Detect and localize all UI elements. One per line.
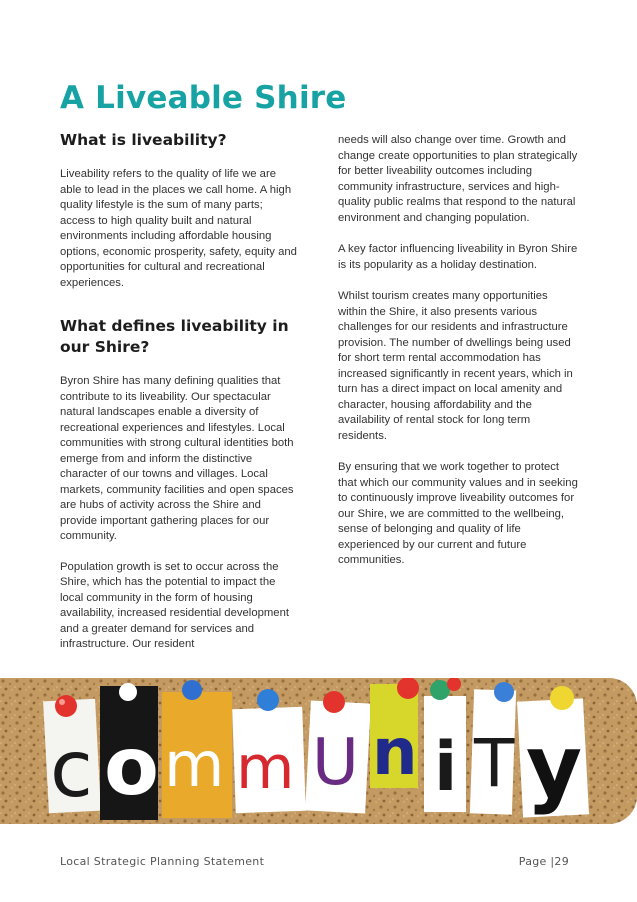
letter-card-m1: [162, 692, 232, 818]
page-title: A Liveable Shire: [60, 80, 347, 116]
paragraph: Liveability refers to the quality of life we are able to lead in the places we call home. A high quality lifestyle is the sum of many parts; access to high quality built and natural environments including affordable housing options, economic prosperity, safety, equity and opportunities for cultural and recreational experiences.: [60, 168, 297, 289]
letter-card-c: [43, 699, 101, 815]
svg-text:o: o: [104, 720, 159, 813]
left-column: [60, 130, 300, 668]
paragraph: A key factor influencing liveability in Byron Shire is its popularity as a holiday destination.: [338, 243, 578, 271]
svg-text:c: c: [50, 725, 93, 815]
right-column: [338, 133, 578, 585]
paragraph: By ensuring that we work together to protect that which our community values and in seeking to continuously improve liveability outcomes for our Shire, we are committed to the wellbeing, sense of belonging and quality of life experienced by our current and future communities.: [338, 461, 578, 566]
letter-card-i: [424, 696, 466, 812]
svg-text:m: m: [236, 733, 295, 803]
letter-card-y: [517, 698, 589, 817]
paragraph: Byron Shire has many defining qualities that contribute to its liveability. Our spectacular natural landscapes enable a diversity of recreational experiences and lifestyles. Local communities with strong cultural identities both emerge from and inform the distinctive character of our towns and villages. Local markets, community facilities and open spaces are hubs of activity across the Shire and provide important gathering places for our community.: [60, 375, 294, 542]
community-banner-image: [0, 678, 637, 824]
paragraph: needs will also change over time. Growth and change create opportunities to plan strategically for better liveability outcomes including community infrastructure, services and high-quality public realms that respond to the natural environment and changing population.: [338, 134, 578, 224]
letter-card-t: [470, 689, 516, 814]
svg-text:n: n: [372, 716, 418, 790]
svg-text:m: m: [164, 728, 225, 801]
paragraph: Population growth is set to occur across the Shire, which has the potential to impact the local community in the form of housing availability, increased residential development and a greater demand for services and infrastructure. Our resident: [60, 560, 289, 650]
paragraph: Whilst tourism creates many opportunities within the Shire, it also presents various challenges for our residents and infrastructure provision. The number of dwellings being used for short term rental accommodation has increased significantly in recent years, which in turn has a direct impact on local amenity and character, housing affordability and the availability of rental stock for long term residents.: [338, 290, 573, 442]
footer-document-title: Local Strategic Planning Statement: [60, 855, 265, 868]
letter-card-u: [305, 701, 371, 814]
svg-text:T: T: [474, 725, 515, 802]
heading-what-is-liveability: What is liveability?: [60, 131, 227, 149]
letter-card-n: [370, 684, 418, 790]
letter-card-m2: [232, 707, 306, 813]
svg-text:U: U: [312, 726, 359, 800]
svg-text:i: i: [434, 728, 458, 807]
heading-what-defines-liveability: What defines liveability in our Shire?: [60, 317, 289, 356]
svg-text:y: y: [526, 717, 583, 817]
footer-page-number: Page |29: [518, 855, 569, 868]
letter-card-o: [100, 686, 159, 820]
